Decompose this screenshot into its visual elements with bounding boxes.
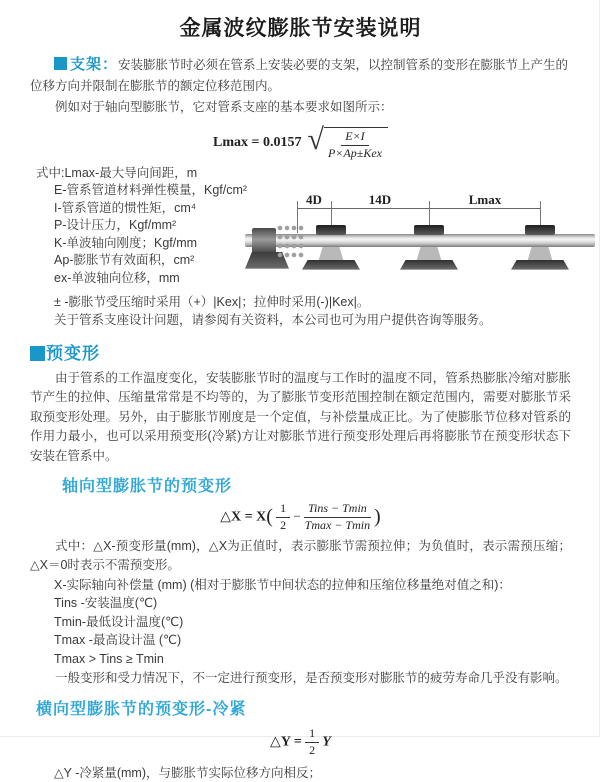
- lateral-explain-line: △Y -冷紧量(mm)，与膨胀节实际位移方向相反；: [54, 765, 322, 780]
- axial-formula: [30, 502, 571, 533]
- lateral-formula-lhs: △Y =: [270, 734, 302, 750]
- plus-minus-note: ± -膨胀节受压缩时采用（+）|Kex|；拉伸时采用(-)|Kex|。: [54, 294, 370, 309]
- page-title: 金属波纹膨胀节安装说明: [179, 17, 422, 40]
- anchor-block: [252, 228, 276, 254]
- sqrt-radical: [307, 123, 388, 161]
- definition-item: ex-单波轴向位移，mm: [54, 270, 180, 285]
- half-fraction: [305, 727, 319, 758]
- param-item: Tins -安装温度(℃): [54, 596, 158, 611]
- predeform-body-paragraph: 由于管系的工作温度变化，安装膨胀节时的温度与工作时的温度不同，管系热膨胀冷缩对膨胀节产生的拉伸、压缩量常常是不均等的，为了膨胀节变形范围控制在额定范围内，需要对膨胀节采取预变形处理。另外，由于膨胀节刚度是一个定值，与补偿量成正比。为了使膨胀节位移对管系的作用力最小，也可以采用预变形(冷紧)方让对膨胀节进行预变形处理后再将膨胀节在预变形状态下安装在管系中。: [30, 370, 571, 463]
- guide-base: [511, 260, 569, 270]
- lmax-formula-prefix: Lmax = 0.0157: [213, 135, 302, 151]
- blue-square-icon: [54, 57, 67, 70]
- dim-label-14d: 14D: [368, 191, 392, 207]
- lmax-formula-denominator: P×Ap±Kex: [327, 145, 382, 160]
- guide-support: [510, 192, 570, 288]
- lateral-formula-rhs: Y: [322, 734, 331, 750]
- support-section-heading: 支架：: [70, 56, 119, 73]
- lateral-subheading: 横向型膨胀节的预变形-冷紧: [36, 701, 247, 719]
- frac-den: 2: [280, 517, 287, 532]
- frac-den: Tmax − Tmin: [304, 517, 371, 532]
- definition-item: 式中:Lmax-最大导向间距，m: [36, 165, 198, 180]
- predeform-section-heading: [30, 339, 571, 364]
- param-item: X-实际轴向补偿量 (mm) (相对于膨胀节中间状态的拉伸和压缩位移量绝对值之和)：: [54, 577, 511, 592]
- guide-base: [302, 260, 360, 270]
- param-item: Tmin-最低设计温度(℃): [54, 614, 184, 629]
- param-item: Tmax > Tins ≥ Tmin: [54, 651, 164, 666]
- support-intro-text: 安装膨胀节时必须在管系上安装必要的支架，以控制管系的变形在膨胀节上产生的位移方向并限制在膨胀节的额定位移范围内。: [30, 58, 569, 93]
- definition-item: I-管系管道的惯性矩，cm⁴: [54, 200, 197, 215]
- lateral-formula: [30, 727, 571, 758]
- close-paren: ): [374, 505, 381, 528]
- frac-num: 1: [276, 502, 290, 518]
- half-fraction: [276, 502, 290, 533]
- lmax-formula: [30, 123, 571, 161]
- predeform-heading-label: 预变形: [46, 343, 100, 363]
- dim-label-4d: 4D: [306, 191, 322, 207]
- dim-label-lmax: Lmax: [468, 191, 502, 207]
- bellows-corrugation: [277, 225, 304, 261]
- definition-item: Ap-膨胀节有效面积，cm²: [54, 253, 195, 268]
- guide-support: [301, 192, 361, 288]
- temperature-fraction: [304, 502, 371, 533]
- blue-square-icon: [30, 346, 45, 361]
- axial-note-line: 一般变形和受力情况下，不一定进行预变形，是否预变形对膨胀节的疲劳寿命几乎没有影响。: [55, 671, 568, 686]
- axial-params-list: [30, 576, 571, 669]
- pipe-support-diagram: [245, 192, 597, 288]
- guide-cap: [316, 225, 346, 235]
- support-example-line: 例如对于轴向型膨胀节，它对管系支座的基本要求如图所示：: [55, 100, 393, 114]
- service-note: 关于管系支座设计问题，请参阅有关资料，本公司也可为用户提供咨询等服务。: [54, 312, 492, 327]
- frac-num: Tins − Tmin: [304, 502, 371, 518]
- guide-cap: [525, 225, 555, 235]
- guide-support: [399, 192, 459, 288]
- minus-sign: −: [293, 508, 301, 524]
- support-intro-paragraph: [30, 54, 571, 97]
- axial-explain-paragraph: 式中：△X-预变形量(mm)，△X为正值时，表示膨胀节需预拉伸；为负值时，表示需预压缩；△X＝0时表示不需预变形。: [30, 538, 571, 573]
- frac-den: 2: [309, 742, 316, 757]
- definitions-and-diagram: [30, 165, 571, 293]
- param-item: Tmax -最高设计温 (℃): [54, 633, 182, 648]
- axial-subheading: 轴向型膨胀节的预变形: [62, 478, 233, 496]
- open-paren: (: [266, 505, 273, 528]
- sqrt-symbol: √: [307, 123, 324, 156]
- definition-item: K-单波轴向刚度；Kgf/mm: [54, 235, 198, 250]
- definition-item: P-设计压力，Kgf/mm²: [54, 218, 177, 233]
- guide-cap: [414, 225, 444, 235]
- definition-item: E-管系管道材料弹性模量，Kgf/cm²: [54, 183, 248, 198]
- axial-formula-lhs: △X = X: [220, 509, 267, 525]
- lmax-formula-numerator: E×I: [341, 130, 368, 146]
- guide-base: [400, 260, 458, 270]
- frac-num: 1: [305, 727, 319, 743]
